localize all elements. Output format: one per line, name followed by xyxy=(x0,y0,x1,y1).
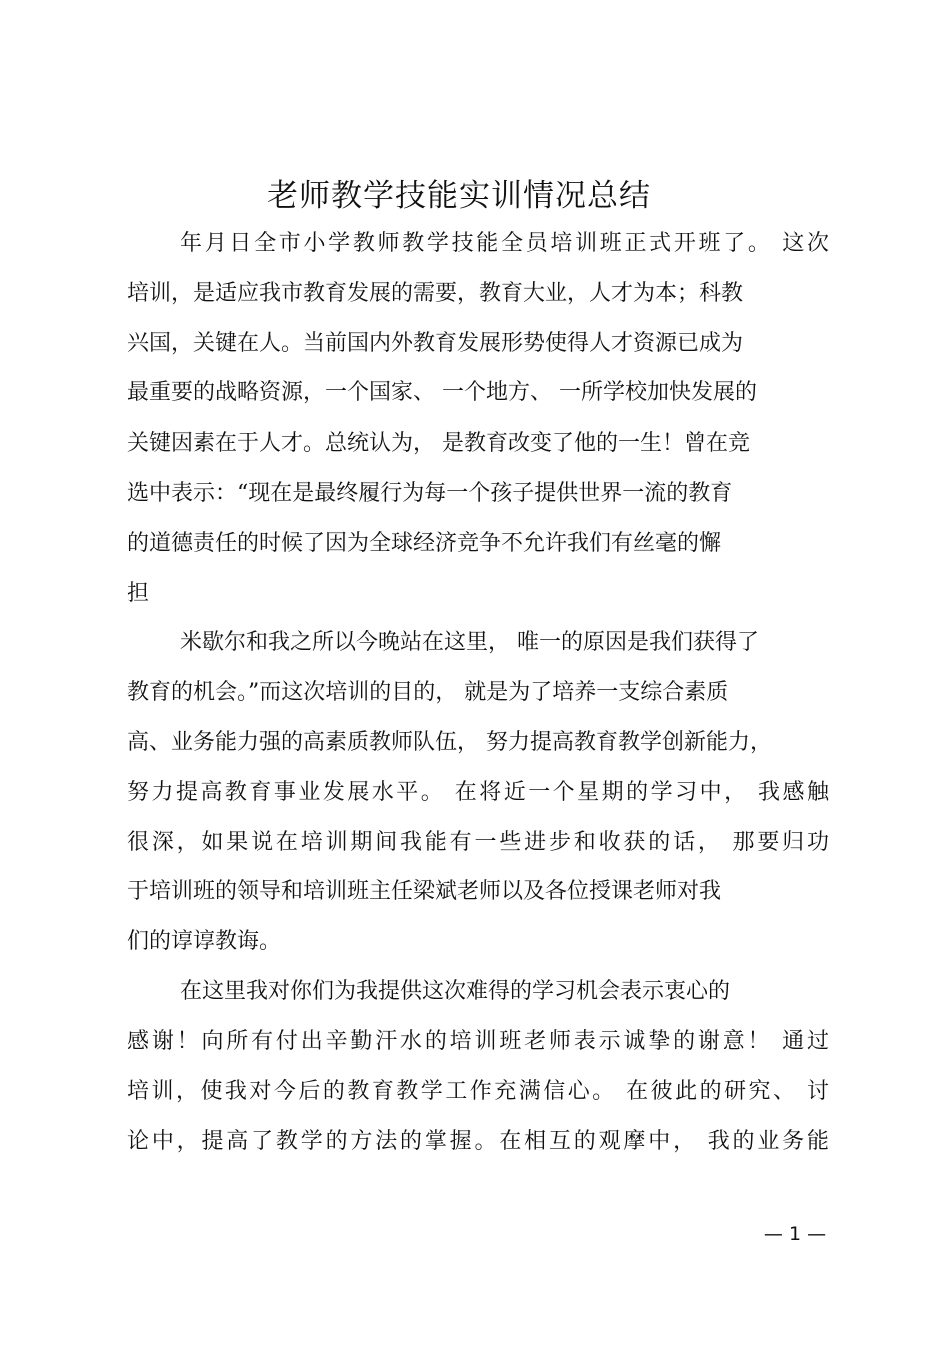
body-text-line: 努力提高教育事业发展水平。 在将近一个星期的学习中， 我感触 xyxy=(127,780,829,805)
body-text-line: 教育的机会。”而这次培训的目的， 就是为了培养一支综合素质 xyxy=(127,680,729,705)
body-text-line: 们的谆谆教诲。 xyxy=(127,929,282,954)
body-text-line: 感谢！向所有付出辛勤汗水的培训班老师表示诚挚的谢意！ 通过 xyxy=(127,1029,829,1054)
body-text-line: 在这里我对你们为我提供这次难得的学习机会表示衷心的 xyxy=(180,979,731,1004)
body-text-line: 米歇尔和我之所以今晚站在这里， 唯一的原因是我们获得了 xyxy=(180,630,759,655)
body-text-line: 选中表示：“现在是最终履行为每一个孩子提供世界一流的教育 xyxy=(127,481,733,506)
body-text-line: 关键因素在于人才。总统认为， 是教育改变了他的一生！曾在竞 xyxy=(127,431,750,456)
body-text-line: 于培训班的领导和培训班主任梁斌老师以及各位授课老师对我 xyxy=(127,879,722,904)
body-text-line: 培训，使我对今后的教育教学工作充满信心。 在彼此的研究、 讨 xyxy=(127,1079,829,1104)
body-text-line: 年月日全市小学教师教学技能全员培训班正式开班了。 这次 xyxy=(180,231,829,256)
body-text-line: 的道德责任的时候了因为全球经济竞争不允许我们有丝毫的懈 xyxy=(127,531,722,556)
body-text-line: 很深，如果说在培训期间我能有一些进步和收获的话， 那要归功 xyxy=(127,830,829,855)
body-text-line: 最重要的战略资源，一个国家、 一个地方、 一所学校加快发展的 xyxy=(127,380,757,405)
page-number: — 1 — xyxy=(763,1223,827,1245)
page-title: 老师教学技能实训情况总结 xyxy=(267,178,651,214)
body-text-line: 培训，是适应我市教育发展的需要，教育大业，人才为本；科教 xyxy=(127,281,744,306)
body-text-line: 论中，提高了教学的方法的掌握。在相互的观摩中， 我的业务能 xyxy=(127,1129,829,1154)
body-text-line: 担 xyxy=(127,581,150,606)
body-text-line: 高、业务能力强的高素质教师队伍， 努力提高教育教学创新能力， xyxy=(127,730,772,755)
body-text-line: 兴国，关键在人。当前国内外教育发展形势使得人才资源已成为 xyxy=(127,331,744,356)
